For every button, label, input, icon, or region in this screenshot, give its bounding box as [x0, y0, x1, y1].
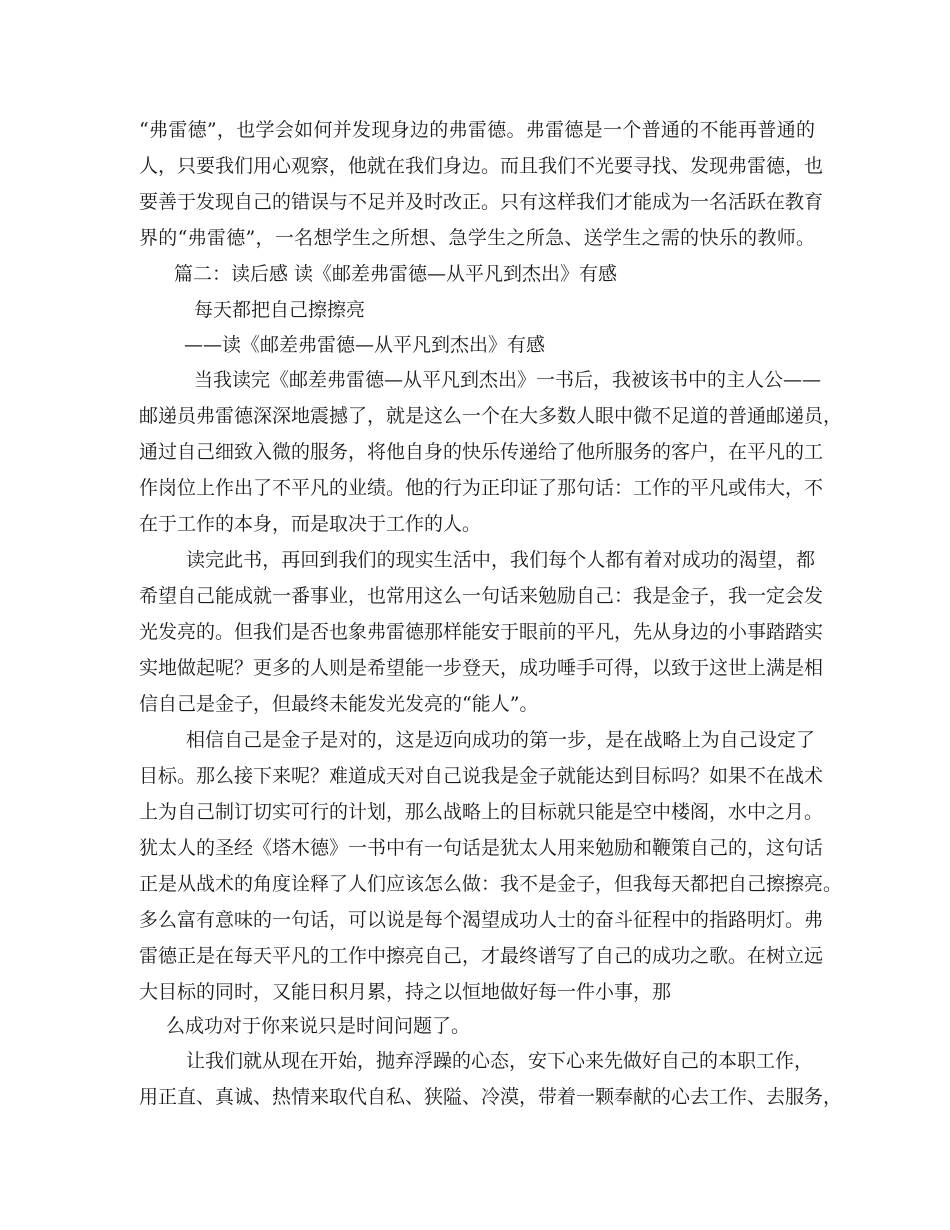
text-line: 光发亮的。但我们是否也象弗雷德那样能安于眼前的平凡，先从身边的小事踏踏实	[139, 621, 824, 643]
text-line: “弗雷德”，也学会如何并发现身边的弗雷德。弗雷德是一个普通的不能再普通的	[139, 119, 815, 141]
text-line: 要善于发现自己的错误与不足并及时改正。只有这样我们才能成为一名活跃在教育	[139, 191, 824, 213]
text-line: 实地做起呢？更多的人则是希望能一步登天，成功唾手可得，以致于这世上满是相	[139, 657, 824, 679]
text-line: 多么富有意味的一句话，可以说是每个渴望成功人士的奋斗征程中的指路明灯。弗	[139, 909, 824, 931]
text-line: 正是从战术的角度诠释了人们应该怎么做：我不是金子，但我每天都把自己擦擦亮。	[139, 873, 843, 895]
article-subtitle: ——读《邮差弗雷德—从平凡到杰出》有感	[184, 334, 546, 356]
text-line: 邮递员弗雷德深深地震撼了，就是这么一个在大多数人眼中微不足道的普通邮递员，	[139, 405, 843, 427]
text-line: 信自己是金子，但最终未能发光发亮的“能人”。	[139, 693, 539, 715]
text-line: 用正直、真诚、热情来取代自私、狭隘、冷漠，带着一颗奉献的心去工作、去服务，	[139, 1086, 843, 1108]
text-line: 作岗位上作出了不平凡的业绩。他的行为正印证了那句话：工作的平凡或伟大，不	[139, 477, 824, 499]
text-line: 让我们就从现在开始，抛弃浮躁的心态，安下心来先做好自己的本职工作，	[186, 1050, 814, 1072]
text-line: 当我读完《邮差弗雷德—从平凡到杰出》一书后，我被该书中的主人公——	[194, 369, 822, 391]
text-line: 犹太人的圣经《塔木德》一书中有一句话是犹太人用来勉励和鞭策自己的，这句话	[139, 837, 824, 859]
text-line: 么成功对于你来说只是时间问题了。	[166, 1015, 471, 1037]
text-line: 在于工作的本身，而是取决于工作的人。	[139, 513, 482, 535]
text-line: 目标。那么接下来呢？难道成天对自己说我是金子就能达到目标吗？如果不在战术	[139, 765, 824, 787]
text-line: 上为自己制订切实可行的计划，那么战略上的目标就只能是空中楼阁，水中之月。	[139, 801, 824, 823]
text-line: 相信自己是金子是对的，这是迈向成功的第一步，是在战略上为自己设定了	[186, 729, 815, 751]
text-line: 人，只要我们用心观察，他就在我们身边。而且我们不光要寻找、发现弗雷德，也	[139, 155, 824, 177]
text-line: 读完此书，再回到我们的现实生活中，我们每个人都有着对成功的渴望，都	[186, 549, 815, 571]
text-line: 大目标的同时，又能日积月累，持之以恒地做好每一件小事，那	[139, 981, 672, 1003]
article-title: 每天都把自己擦擦亮	[194, 299, 366, 321]
text-line: 通过自己细致入微的服务，将他自身的快乐传递给了他所服务的客户，在平凡的工	[139, 441, 824, 463]
text-line: 希望自己能成就一番事业，也常用这么一句话来勉励自己：我是金子，我一定会发	[139, 585, 824, 607]
text-line: 雷德正是在每天平凡的工作中擦亮自己，才最终谱写了自己的成功之歌。在树立远	[139, 945, 824, 967]
text-line: 界的“弗雷德”，一名想学生之所想、急学生之所急、送学生之需的快乐的教师。	[139, 227, 815, 249]
section-heading: 篇二：读后感 读《邮差弗雷德—从平凡到杰出》有感	[174, 263, 618, 285]
